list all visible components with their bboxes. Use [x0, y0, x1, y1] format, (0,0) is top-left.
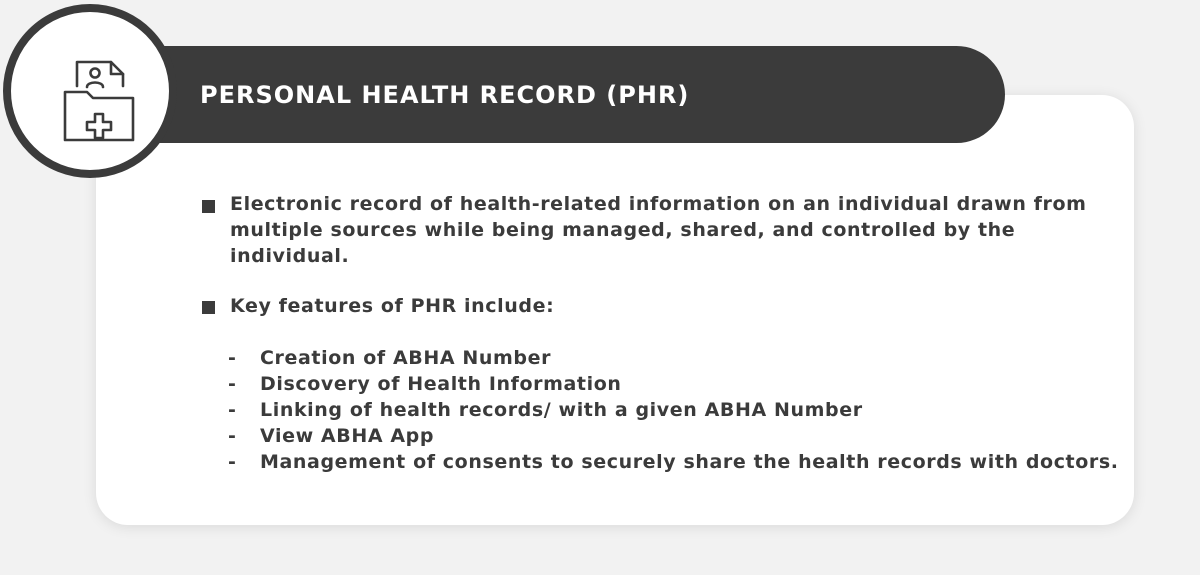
feature-text: Discovery of Health Information: [260, 373, 622, 395]
feature-text: View ABHA App: [260, 425, 435, 447]
list-item: [228, 423, 1119, 449]
dash-marker: -: [228, 451, 237, 473]
list-item: [228, 397, 1119, 423]
dash-marker: -: [228, 425, 237, 447]
feature-text: Linking of health records/ with a given ABHA Number: [260, 399, 863, 421]
dash-marker: -: [228, 373, 237, 395]
bullet-square: [202, 200, 215, 213]
page-title: PERSONAL HEALTH RECORD (PHR): [200, 81, 690, 109]
feature-text: Management of consents to securely share the health records with doctors.: [260, 451, 1119, 473]
feature-text: Creation of ABHA Number: [260, 347, 552, 369]
dash-marker: -: [228, 399, 237, 421]
list-item: [228, 345, 1119, 371]
dash-marker: -: [228, 347, 237, 369]
description-paragraph: Electronic record of health-related information on an individual drawn from multiple sources while being managed, shared, and controlled by the individual.: [230, 193, 1087, 267]
list-item: [228, 371, 1119, 397]
features-list: [228, 345, 1119, 475]
list-item: [228, 449, 1119, 475]
bullet-square: [202, 301, 215, 314]
features-heading: Key features of PHR include:: [230, 295, 555, 317]
